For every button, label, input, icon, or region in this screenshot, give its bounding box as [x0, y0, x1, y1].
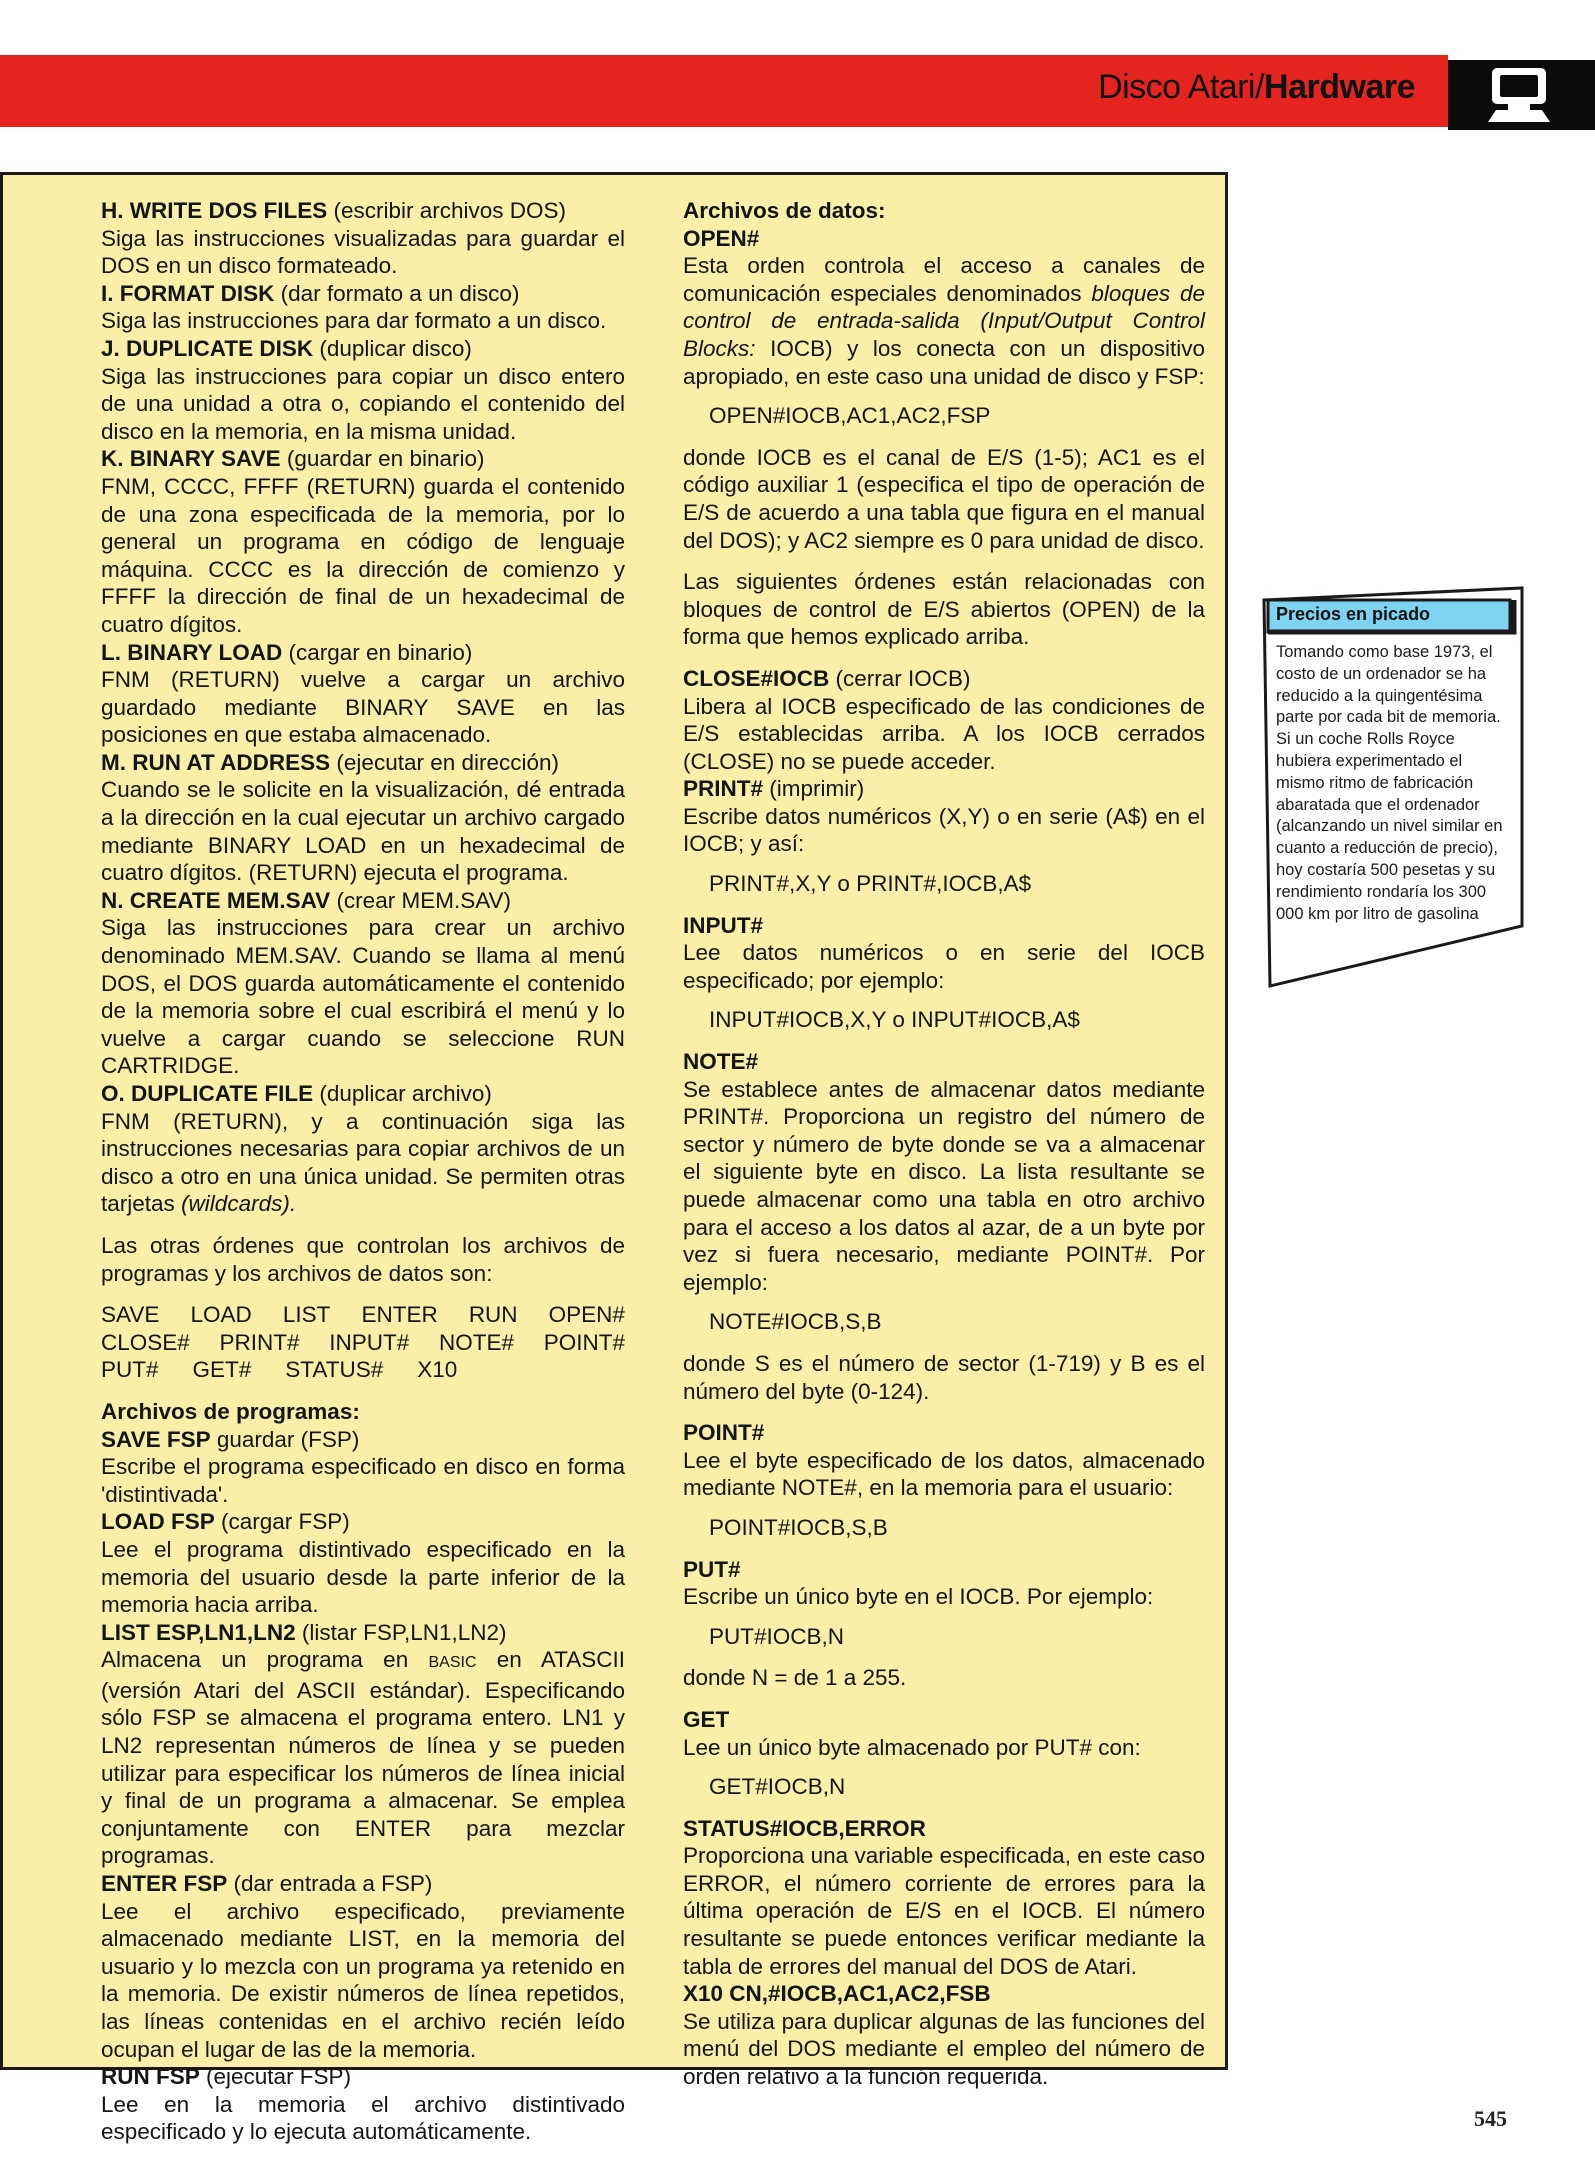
- entry-h: H. WRITE DOS FILES (escribir archivos DOS) Siga las instrucciones visualizadas para guardar el DOS en un disco formateado.: [101, 198, 625, 279]
- entry-note: NOTE# Se establece antes de almacenar datos mediante PRINT#. Proporciona un registro del número de sector y número de byte donde se va a almacenar el siguiente byte en disco. La lista resultante se puede almacenar como una tabla en otro archivo para el acceso a los datos al azar, de a un byte por vez si fuera necesario, mediante POINT#. Por ejemplo:: [683, 1049, 1205, 1295]
- entry-run: RUN FSP (ejecutar FSP) Lee en la memoria el archivo distintivado especificado y lo ejecuta automáticamente.: [101, 2064, 625, 2145]
- entry-x10: X10 CN,#IOCB,AC1,AC2,FSB Se utiliza para duplicar algunas de las funciones del menú del DOS mediante el empleo del número de orden relativo a la función requerida.: [683, 1981, 1205, 2090]
- command-item: NOTE#: [438, 1329, 514, 1355]
- command-item: X10: [417, 1357, 458, 1383]
- command-row-1: [101, 1301, 625, 1329]
- code-put: PUT#IOCB,N: [709, 1623, 845, 1649]
- code-open: OPEN#IOCB,AC1,AC2,FSP: [709, 403, 991, 429]
- entry-load: LOAD FSP (cargar FSP) Lee el programa distintivado especificado en la memoria del usuario desde la parte inferior de la memoria hacia arriba.: [101, 1509, 625, 1618]
- entry-print: PRINT# (imprimir) Escribe datos numéricos (X,Y) o en serie (A$) en el IOCB; y así:: [683, 776, 1205, 857]
- entry-m: M. RUN AT ADDRESS (ejecutar en dirección) Cuando se le solicite en la visualización, dé entrada a la dirección en la cual ejecutar un archivo cargado mediante BINARY LOAD en un hexadecimal de cuatro dígitos. (RETURN) ejecuta el programa.: [101, 749, 625, 886]
- entry-open: OPEN# Esta orden controla el acceso a canales de comunicación especiales denominados bloques de control de entrada-salida (Input/Output Control Blocks: IOCB) y los conecta con un dispositivo apropiado, en este caso una unidad de disco y FSP:: [683, 225, 1205, 389]
- command-row-2: [101, 1329, 625, 1357]
- page-number: 545: [1474, 2106, 1507, 2131]
- command-item: PRINT#: [219, 1329, 300, 1355]
- header-icon-block: [1448, 60, 1595, 130]
- section-title: Disco Atari/Hardware: [1098, 68, 1415, 106]
- code-input: INPUT#IOCB,X,Y o INPUT#IOCB,A$: [709, 1007, 1080, 1033]
- command-item: ENTER: [361, 1302, 438, 1328]
- code-note: NOTE#IOCB,S,B: [709, 1309, 882, 1335]
- article-panel: [0, 172, 1228, 2145]
- entry-k: K. BINARY SAVE (guardar en binario) FNM, CCCC, FFFF (RETURN) guarda el contenido de una zona especificada de la memoria, por lo general un programa en código de lenguaje máquina. CCCC es la dirección de comienzo y FFFF la dirección de final de un hexadecimal de cuatro dígitos.: [101, 446, 625, 637]
- command-item: INPUT#: [329, 1329, 410, 1355]
- command-item: LOAD: [190, 1302, 252, 1328]
- command-item: LIST: [282, 1302, 331, 1328]
- entry-o: O. DUPLICATE FILE (duplicar archivo) FNM (RETURN), y a continuación siga las instrucciones necesarias para copiar archivos de un disco a otro en una única unidad. Se permiten otras tarjetas (wildcards).: [101, 1081, 625, 1217]
- note-where: donde S es el número de sector (1-719) y B es el número del byte (0-124).: [683, 1350, 1205, 1404]
- following-intro: Las siguientes órdenes están relacionadas con bloques de control de E/S abiertos (OPEN) de la forma que hemos explicado arriba.: [683, 569, 1205, 650]
- entry-n: N. CREATE MEM.SAV (crear MEM.SAV) Siga las instrucciones para crear un archivo denominado MEM.SAV. Cuando se llama al menú DOS, el DOS guarda automáticamente el contenido de la memoria sobre el cual escribirá el menú y lo vuelve a cargar cuando se seleccione RUN CARTRIDGE.: [101, 887, 625, 1079]
- entry-input: INPUT# Lee datos numéricos o en serie del IOCB especificado; por ejemplo:: [683, 912, 1205, 993]
- code-point: POINT#IOCB,S,B: [709, 1514, 888, 1540]
- entry-list: LIST ESP,LN1,LN2 (listar FSP,LN1,LN2) Almacena un programa en BASIC en ATASCII (versión Atari del ASCII estándar). Especificando sólo FSP se almacena el programa entero. LN1 y LN2 representan números de línea y se pueden utilizar para especificar los números de línea inicial y final de un programa a almacenar. Se emplea conjuntamente con ENTER para mezclar programas.: [101, 1619, 626, 1869]
- command-row-3: [101, 1356, 625, 1384]
- command-item: RUN: [468, 1302, 518, 1328]
- open-where: donde IOCB es el canal de E/S (1-5); AC1 es el código auxiliar 1 (especifica el tipo de operación de E/S de acuerdo a una tabla que figura en el manual del DOS); y AC2 siempre es 0 para unidad de disco.: [683, 444, 1205, 553]
- sidebar-box-body: Tomando como base 1973, el costo de un ordenador se ha reducido a la quingentésima parte por cada bit de memoria. Si un coche Rolls Royce hubiera experimentado el mismo ritmo de fabricación abaratada que el ordenador (alcanzando un nivel similar en cuanto a reducción de precio), hoy costaría 500 pesetas y su rendimiento rondaría los 300 000 km por litro de gasolina: [1276, 643, 1503, 923]
- entry-point: POINT# Lee el byte especificado de los datos, almacenado mediante NOTE#, en la memoria para el usuario:: [683, 1420, 1205, 1501]
- computer-icon: [1486, 66, 1552, 124]
- command-item: PUT#: [101, 1357, 159, 1383]
- others-intro: Las otras órdenes que controlan los archivos de programas y los archivos de datos son:: [101, 1232, 625, 1286]
- command-item: CLOSE#: [101, 1329, 190, 1355]
- command-list: [101, 1301, 625, 1384]
- code-get: GET#IOCB,N: [709, 1774, 846, 1800]
- entry-i: I. FORMAT DISK (dar formato a un disco) Siga las instrucciones para dar formato a un disco.: [101, 280, 607, 334]
- entry-j: J. DUPLICATE DISK (duplicar disco) Siga las instrucciones para copiar un disco entero de una unidad a otra o, copiando el contenido del disco en la memoria, en la misma unidad.: [101, 335, 625, 444]
- entry-close: CLOSE#IOCB (cerrar IOCB) Libera al IOCB especificado de las condiciones de E/S establecidas arriba. A los IOCB cerrados (CLOSE) no se puede acceder.: [683, 665, 1205, 774]
- code-print: PRINT#,X,Y o PRINT#,IOCB,A$: [709, 871, 1032, 897]
- put-where: donde N = de 1 a 255.: [683, 1665, 907, 1691]
- left-column: [101, 197, 625, 2146]
- program-files-heading: Archivos de programas:: [101, 1398, 360, 1424]
- command-item: POINT#: [543, 1329, 625, 1355]
- command-item: STATUS#: [285, 1357, 384, 1383]
- entry-put: PUT# Escribe un único byte en el IOCB. Por ejemplo:: [683, 1556, 1154, 1610]
- entry-enter: ENTER FSP (dar entrada a FSP) Lee el archivo especificado, previamente almacenado mediante LIST, en la memoria del usuario y lo mezcla con un programa ya retenido en la memoria. De existir números de línea repetidos, las líneas contenidas en el archivo recién leído ocupan el lugar de las de la memoria.: [101, 1871, 625, 2062]
- command-item: GET#: [192, 1357, 252, 1383]
- data-files-heading: Archivos de datos:: [683, 198, 886, 223]
- sidebar-box: [1262, 586, 1524, 988]
- entry-status: STATUS#IOCB,ERROR Proporciona una variable especificada, en este caso ERROR, el número corriente de errores para la última operación de E/S en el IOCB. El número resultante se puede entonces verificar mediante la tabla de errores del manual del DOS de Atari.: [683, 1815, 1205, 1979]
- entry-l: L. BINARY LOAD (cargar en binario) FNM (RETURN) vuelve a cargar un archivo guardado mediante BINARY SAVE en las posiciones en que estaba almacenado.: [101, 639, 625, 748]
- sidebar-box-title: Precios en picado: [1276, 604, 1431, 624]
- command-item: SAVE: [101, 1302, 160, 1328]
- entry-save: SAVE FSP guardar (FSP) Escribe el programa especificado en disco en forma 'distintivada'.: [101, 1426, 625, 1507]
- entry-get: GET Lee un único byte almacenado por PUT# con:: [683, 1706, 1141, 1760]
- right-column: [683, 197, 1205, 2091]
- command-item: OPEN#: [548, 1302, 625, 1328]
